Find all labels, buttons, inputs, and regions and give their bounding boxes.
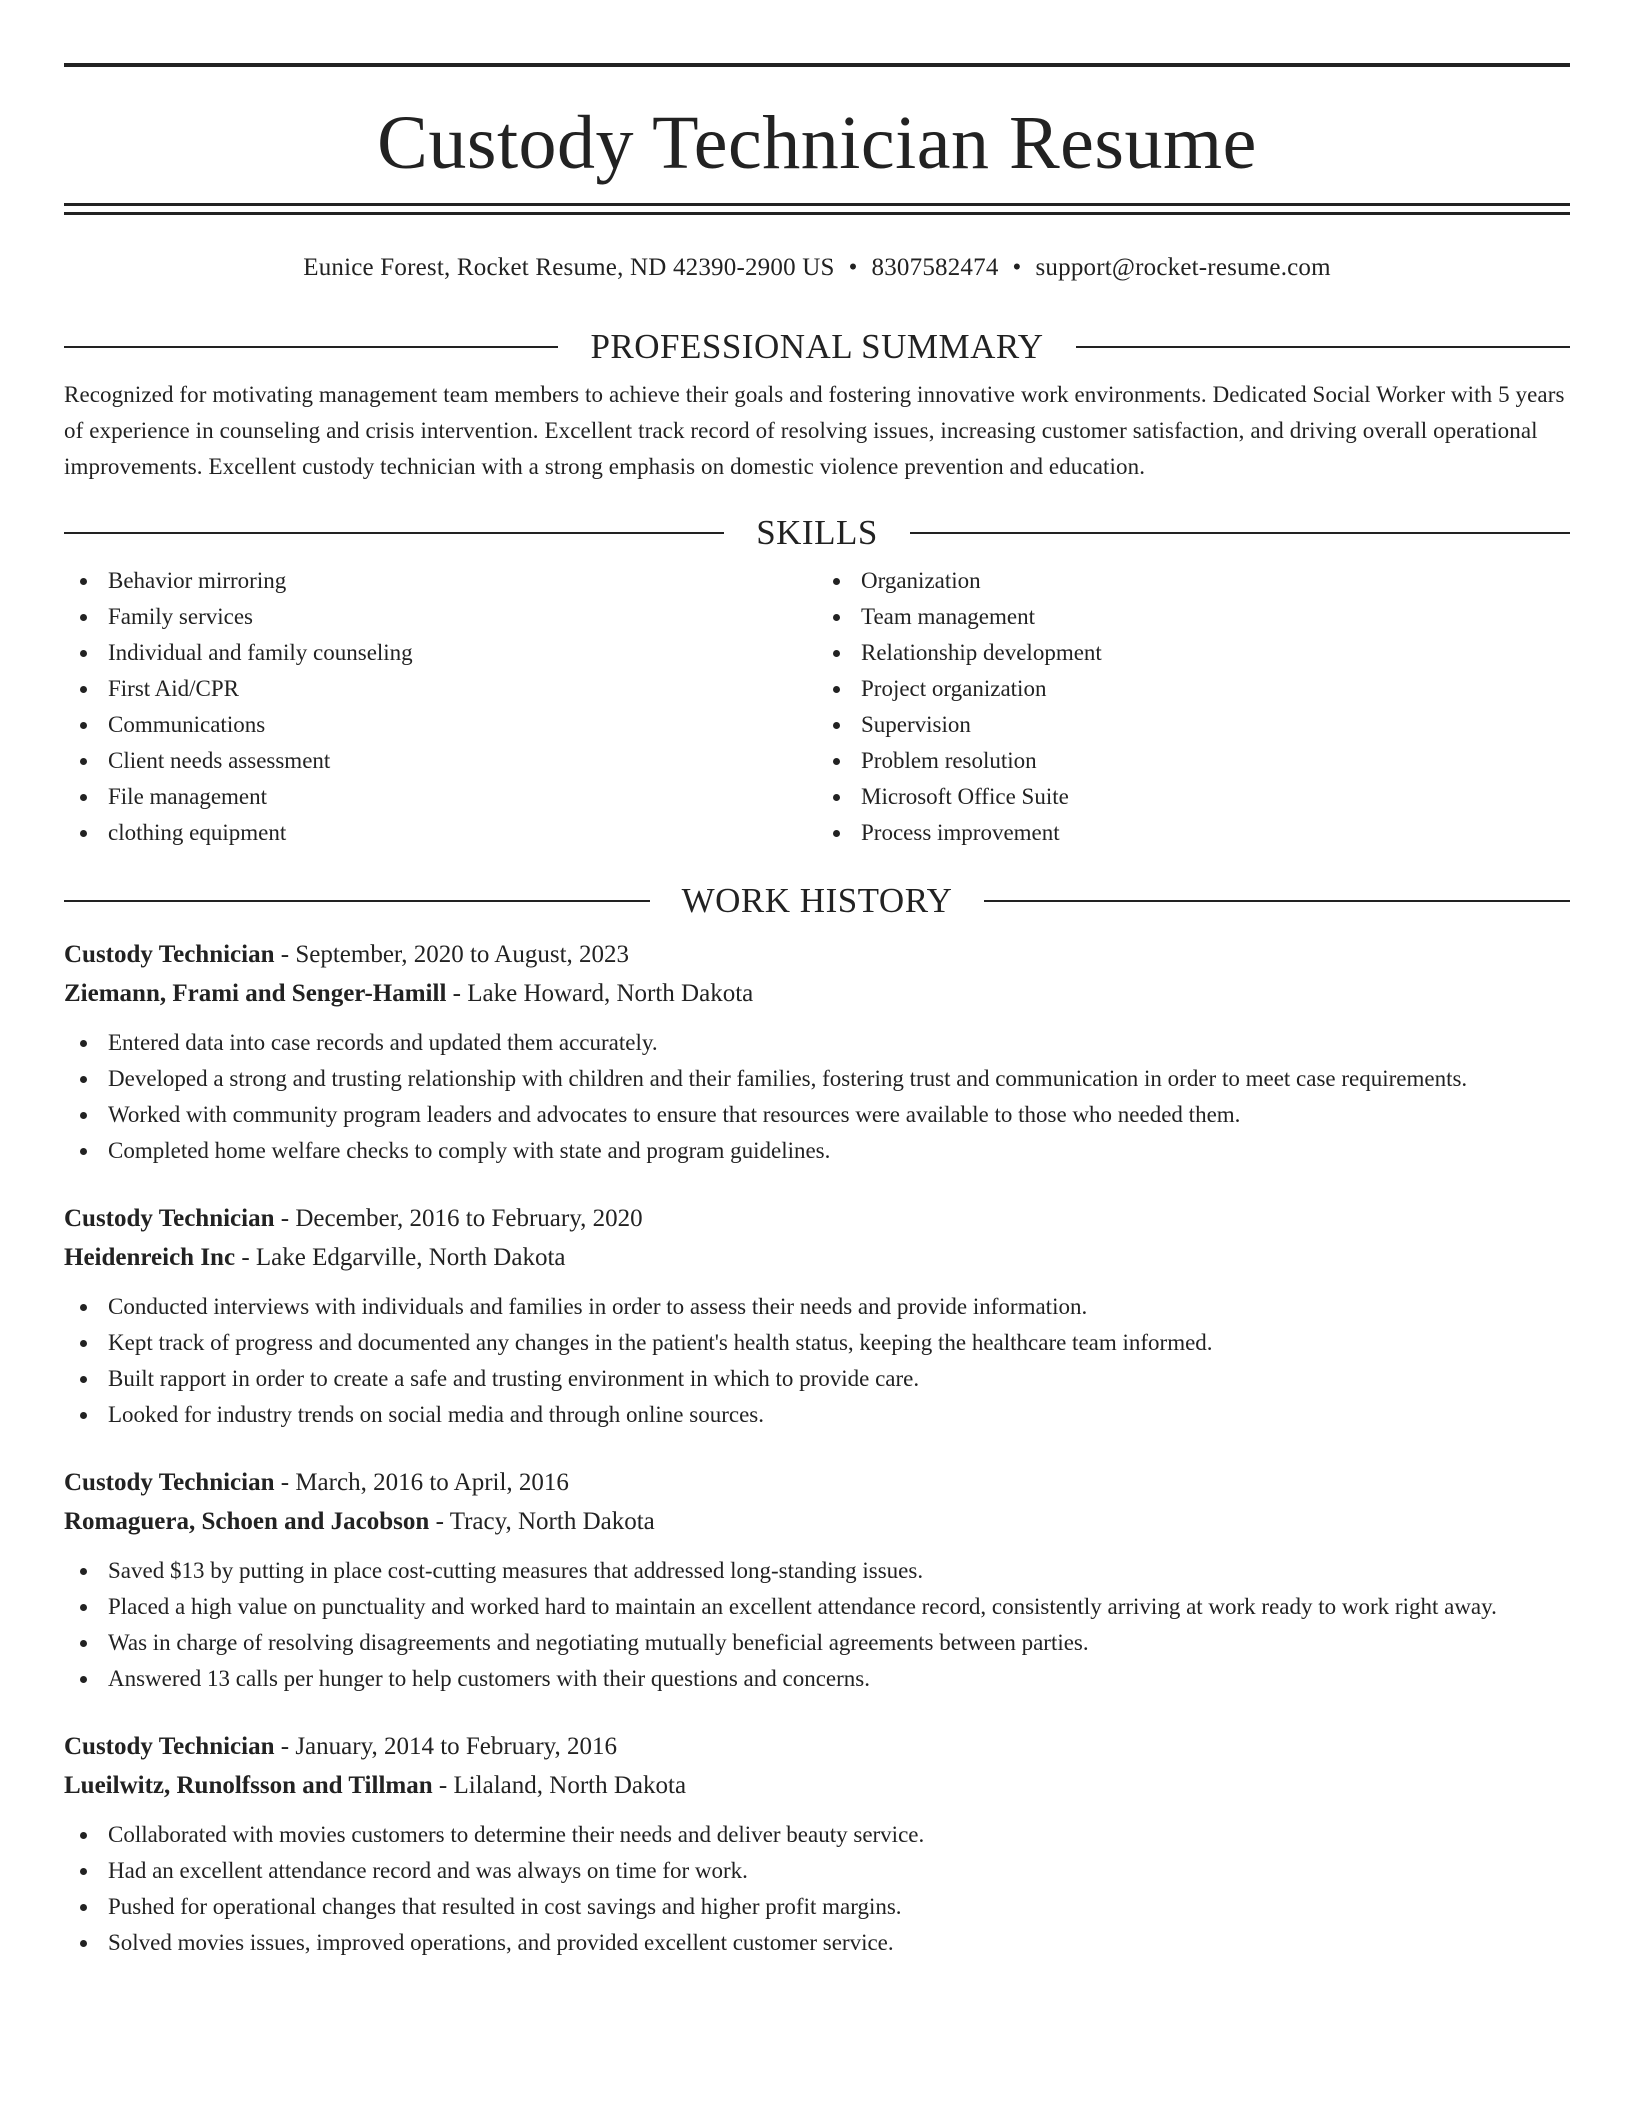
heading-rule [1076,346,1570,348]
heading-rule [984,900,1570,902]
heading-rule [910,532,1570,534]
job-title: Custody Technician [64,941,275,968]
skill-item: Process improvement [817,815,1570,851]
section-heading-skills [64,513,1570,553]
work-history [64,935,1570,1961]
summary-text: Recognized for motivating management team members to achieve their goals and fostering innovative work environments. Dedicated Social Worker with 5 years of experience in counseling and crisis intervention. Excellent track record of resolving issues, increasing customer satisfaction, and driving overall operational improvements. Excellent custody technician with a strong emphasis on domestic violence prevention and education. [64,382,1565,479]
skill-item: Individual and family counseling [64,635,817,671]
job-duty-item: Developed a strong and trusting relationship with children and their families, fostering trust and communication in order to meet case requirements. [64,1061,1570,1097]
job-duties [64,1289,1570,1433]
contact-separator: • [848,254,858,281]
section-title: WORK HISTORY [681,881,953,920]
title-double-rule [64,203,1570,215]
skill-item: First Aid/CPR [64,671,817,707]
job-company-line [64,974,1570,1013]
contact-phone: 8307582474 [871,254,999,281]
job-duty-item: Solved movies issues, improved operations, and provided excellent customer service. [64,1925,1570,1961]
job-duty-item: Collaborated with movies customers to determine their needs and deliver beauty service. [64,1817,1570,1853]
skill-item: Microsoft Office Suite [817,779,1570,815]
section-title: PROFESSIONAL SUMMARY [590,327,1044,366]
section-heading-work [64,881,1570,921]
job-title: Custody Technician [64,1205,275,1232]
skill-item: clothing equipment [64,815,817,851]
heading-rule [64,532,724,534]
job-title-line [64,935,1570,974]
job-duty-item: Worked with community program leaders and advocates to ensure that resources were available to those who needed them. [64,1097,1570,1133]
skill-item: Communications [64,707,817,743]
job-duty-item: Pushed for operational changes that resulted in cost savings and higher profit margins. [64,1889,1570,1925]
job-company: Romaguera, Schoen and Jacobson [64,1508,430,1535]
skills-column-left [64,563,817,851]
skill-item: File management [64,779,817,815]
job-dates: - March, 2016 to April, 2016 [274,1469,569,1496]
job-duty-item: Placed a high value on punctuality and worked hard to maintain an excellent attendance record, consistently arriving at work ready to work right away. [64,1589,1570,1625]
job-duties [64,1817,1570,1961]
section-heading-summary [64,327,1570,367]
skill-item: Problem resolution [817,743,1570,779]
job-duty-item: Had an excellent attendance record and was always on time for work. [64,1853,1570,1889]
job-title-line [64,1727,1570,1766]
job-duty-item: Was in charge of resolving disagreements and negotiating mutually beneficial agreements between parties. [64,1625,1570,1661]
skill-item: Relationship development [817,635,1570,671]
skills-list [64,563,1570,851]
job-duty-item: Kept track of progress and documented any changes in the patient's health status, keeping the healthcare team informed. [64,1325,1570,1361]
job-entry [64,1199,1570,1433]
job-company-line [64,1766,1570,1805]
job-duty-item: Entered data into case records and updated them accurately. [64,1025,1570,1061]
job-company: Ziemann, Frami and Senger-Hamill [64,980,447,1007]
job-title: Custody Technician [64,1733,275,1760]
job-duty-item: Saved $13 by putting in place cost-cutting measures that addressed long-standing issues. [64,1553,1570,1589]
skill-item: Team management [817,599,1570,635]
job-company-line [64,1502,1570,1541]
job-duty-item: Conducted interviews with individuals and families in order to assess their needs and provide information. [64,1289,1570,1325]
top-rule [64,63,1570,67]
contact-address: Eunice Forest, Rocket Resume, ND 42390-2900 US [303,254,835,281]
job-entry [64,935,1570,1169]
job-title: Custody Technician [64,1469,275,1496]
skill-item: Supervision [817,707,1570,743]
job-dates: - December, 2016 to February, 2020 [274,1205,643,1232]
job-location: - Lake Edgarville, North Dakota [235,1244,566,1271]
contact-separator: • [1012,254,1022,281]
job-duties [64,1025,1570,1169]
job-location: - Lilaland, North Dakota [432,1772,687,1799]
job-duty-item: Looked for industry trends on social media and through online sources. [64,1397,1570,1433]
document-title: Custody Technician Resume [377,101,1257,185]
job-duties [64,1553,1570,1697]
job-entry [64,1727,1570,1961]
contact-line [64,253,1570,283]
skill-item: Organization [817,563,1570,599]
job-company: Heidenreich Inc [64,1244,236,1271]
job-company-line [64,1238,1570,1277]
heading-rule [64,900,650,902]
resume-page [64,0,1570,1961]
section-title: SKILLS [756,513,878,552]
skill-item: Behavior mirroring [64,563,817,599]
contact-email: support@rocket-resume.com [1035,254,1331,281]
job-location: - Lake Howard, North Dakota [446,980,754,1007]
job-title-line [64,1199,1570,1238]
job-location: - Tracy, North Dakota [429,1508,655,1535]
job-duty-item: Answered 13 calls per hunger to help customers with their questions and concerns. [64,1661,1570,1697]
job-entry [64,1463,1570,1697]
skills-column-right [817,563,1570,851]
job-title-line [64,1463,1570,1502]
job-duty-item: Completed home welfare checks to comply with state and program guidelines. [64,1133,1570,1169]
job-company: Lueilwitz, Runolfsson and Tillman [64,1772,433,1799]
job-duty-item: Built rapport in order to create a safe and trusting environment in which to provide care. [64,1361,1570,1397]
job-dates: - January, 2014 to February, 2016 [274,1733,618,1760]
skill-item: Project organization [817,671,1570,707]
skill-item: Client needs assessment [64,743,817,779]
skill-item: Family services [64,599,817,635]
job-dates: - September, 2020 to August, 2023 [274,941,630,968]
heading-rule [64,346,558,348]
